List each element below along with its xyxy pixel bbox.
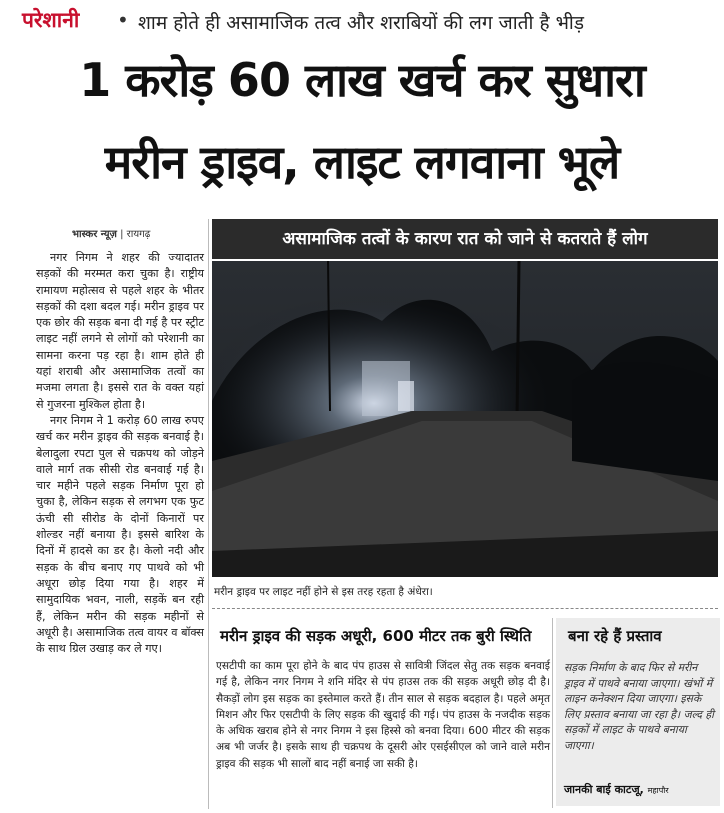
proposal-title: बना रहे हैं प्रस्ताव — [568, 627, 662, 645]
signature-role: महापौर — [647, 786, 669, 795]
kicker-tag: परेशानी — [22, 8, 80, 32]
left-story-paragraph-1: नगर निगम ने शहर की ज्यादातर सड़कों की मरम्मत करा चुका है। राष्ट्रीय रामायण महोत्सव से पहले शहर के भीतर सड़कों की दशा बदल गई। मरीन ड्राइव पर एक छोर की सड़क बना दी गई है पर स्ट्रीट लाइट नहीं लगने से लोगों को परेशानी का सामना करना पड़ रहा है। शाम होते ही यहां शराबी और असामाजिक तत्वों का मजमा लगता है। इससे रात के वक्त यहां से गुजरना मुश्किल होता है। — [36, 251, 204, 411]
left-story-paragraph-2: नगर निगम ने 1 करोड़ 60 लाख रुपए खर्च कर मरीन ड्राइव की सड़क बनवाई है। बेलादुला रपटा पुल से चक्रपथ को जोड़ने वाले मार्ग तक सीसी रोड बनवाई गई है। चार महीने पहले सड़क निर्माण पूरा हो चुका है, लेकिन सड़क से लगभग एक फुट ऊंची सी सीरोड के दोनों किनारों पर शोल्डर नहीं बनाया है। इससे बारिश के दिनों में हादसे का डर है। केलो नदी और सड़क के बीच बनाए गए पाथवे को भी अधूरा छोड़ दिया गया है। शहर में सामुदायिक भवन, नाली, सड़कें बन रही हैं, लेकिन मरीन की सड़क महीनों से अधूरी है। असामाजिक तत्व वायर व बॉक्स के साथ ग्रिल उखाड़ कर ले गए। — [36, 413, 204, 656]
proposal-signature — [564, 782, 669, 797]
photo-banner: असामाजिक तत्वों के कारण रात को जाने से कतराते हैं लोग — [212, 219, 718, 259]
photo-caption: मरीन ड्राइव पर लाइट नहीं होने से इस तरह रहता है अंधेरा। — [214, 586, 433, 598]
byline — [72, 226, 150, 240]
byline-agency: भास्कर न्यूज़ — [72, 229, 117, 240]
headline-line-1: 1 करोड़ 60 लाख खर्च कर सुधारा — [79, 53, 645, 107]
night-road-photo — [212, 261, 718, 577]
byline-separator: | — [116, 229, 127, 240]
kicker-bullet: • — [117, 8, 129, 32]
kicker-subheadline: शाम होते ही असामाजिक तत्व और शराबियों की लग जाती है भीड़ — [138, 12, 585, 34]
column-divider — [208, 219, 209, 809]
proposal-body: सड़क निर्माण के बाद फिर से मरीन ड्राइव में पाथवे बनाया जाएगा। खंभों में लाइन कनेक्शन दिया जाएगा। इसके लिए प्रस्ताव बनाया जा रहा है। जल्द ही सड़कों में लाइट के पाथवे बनाया जाएगा। — [564, 661, 714, 752]
proposal-divider — [552, 618, 553, 808]
sub-story-heading: मरीन ड्राइव की सड़क अधूरी, 600 मीटर तक बुरी स्थिति — [220, 627, 532, 645]
left-story — [36, 250, 204, 657]
sub-story-body: एसटीपी का काम पूरा होने के बाद पंप हाउस से सावित्री जिंदल सेतु तक सड़क बनवाई गई है, लेकिन नगर निगम ने शनि मंदिर से पंप हाउस तक की सड़क अधूरी छोड़ दी है। सैकड़ों लोग इस सड़क का इस्तेमाल करते हैं। तीन साल से सड़क बदहाल है। पहले अमृत मिशन और फिर एसटीपी के लिए सड़क की खुदाई की गई। पंप हाउस के नजदीक सड़क के अधिक खराब होने से नगर निगम ने इस हिस्से को बनवा दिया। 600 मीटर की सड़क अब भी जर्जर है। इसके साथ ही चक्रपथ के दूसरी ओर एसईसीएल को जाने वाले मरीन ड्राइव की सड़क भी सालों बाद नहीं बनाई जा सकी है। — [216, 660, 550, 770]
proposal-box — [556, 618, 720, 806]
byline-place: रायगढ़ — [126, 229, 151, 240]
section-divider — [212, 608, 718, 609]
headline-line-2: मरीन ड्राइव, लाइट लगवाना भूले — [104, 135, 620, 189]
kicker-line — [0, 0, 724, 44]
signature-name: जानकी बाई काटजू, — [564, 783, 644, 796]
